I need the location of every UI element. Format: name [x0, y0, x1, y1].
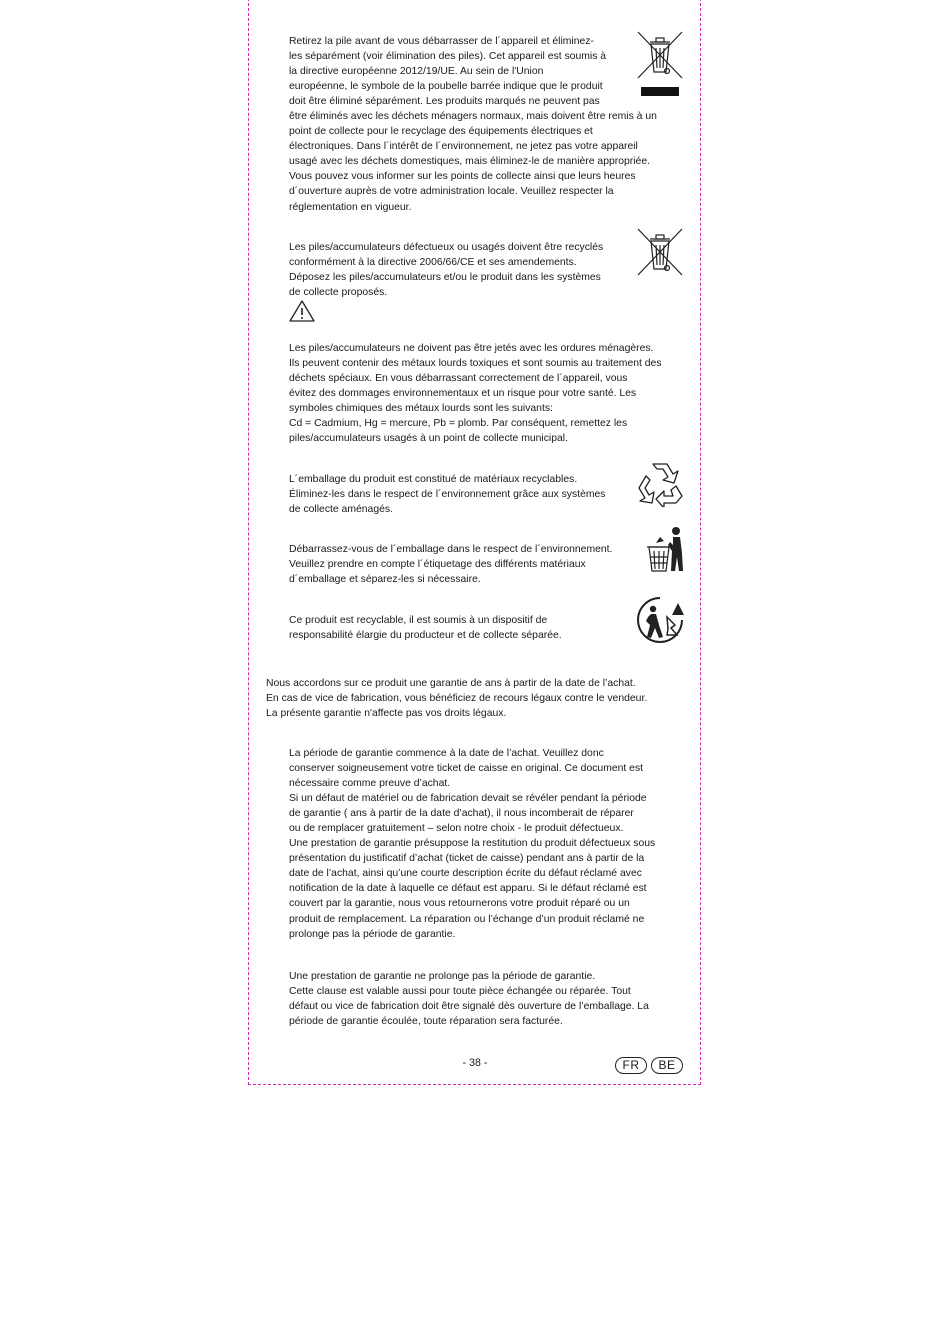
- warranty-intro-text: Nous accordons sur ce produit une garantie de ans à partir de la date de l’achat. En cas de vice de fabrication, vous bénéficiez de recours légaux contre le vendeur. La présente garantie n'affecte pas vos droits légaux.: [266, 678, 648, 720]
- warranty-period-text: La période de garantie commence à la date de l’achat. Veuillez donc conserver soigneusement votre ticket de caisse en original. Ce document est nécessaire comme preuve d’achat. Si un défaut de matériel ou de fabrication devait se révéler pendant la période de garantie ( ans à partir de la date d’achat), il nous incomberait de réparer ou de remplacer gratuitement – selon notre choix - le produit défectueux. Une prestation de garantie présuppose la restitution du produit défectueux sous présentation du justificatif d’achat (ticket de caisse) pendant ans à partir de la date de l’achat, ainsi qu’une courte description écrite du défaut réclamé avec notification de la date à laquelle ce défaut est apparu. Si le défaut réclamé est couvert par la garantie, nous vous retournerons votre produit réparé ou un produit de remplacement. La réparation ou l’échange d’un produit réclamé ne prolonge pas la période de garantie.: [289, 748, 656, 940]
- tidyman-icon: [644, 525, 686, 575]
- recycle-icon: [636, 459, 684, 507]
- language-badge-be: BE: [651, 1057, 683, 1074]
- packaging-recyclable-text: L´emballage du produit est constitué de matériaux recyclables. Éliminez-les dans le respect de l´environnement grâce aux systèmes de collecte aménagés.: [289, 474, 606, 516]
- product-recyclable-text: Ce produit est recyclable, il est soumis à un dispositif de responsabilité élargie du producteur et de collecte séparée.: [289, 615, 562, 642]
- warning-icon: [288, 299, 316, 323]
- language-badge-fr: FR: [615, 1057, 647, 1074]
- device-disposal-text: Retirez la pile avant de vous débarrasser de l´appareil et éliminez- les séparément (voir élimination des piles). Cet appareil est soumis à la directive européenne 2012/19/UE. Au sein de l'Union européenne, le symbole de la poubelle barrée indique que le produit doit être éliminé séparément. Les produits marqués ne peuvent pas être éliminés avec les déchets ménagers normaux, mais doivent être remis à un point de collecte pour le recyclage des équipements électriques et électroniques. Dans l´intérêt de l´environnement, ne jetez pas votre appareil usagé avec les déchets domestiques, mais éliminez-le de manière appropriée. Vous pouvez vous informer sur les points de collecte ainsi que leurs heures d´ouverture auprès de votre administration locale. Veuillez respecter la réglementation en vigueur.: [289, 36, 657, 213]
- battery-warning-text: Les piles/accumulateurs ne doivent pas être jetés avec les ordures ménagères. Ils peuvent contenir des métaux lourds toxiques et sont soumis au traitement des déchets spéciaux. En vous débarrassant correctement de l´appareil, vous évitez des dommages environnementaux et un risque pour votre santé. Les symboles chimiques des métaux lourds sont les suivants: Cd = Cadmium, Hg = mercure, Pb = plomb. Par conséquent, remettez les piles/accumulateurs usagés à un point de collecte municipal.: [289, 343, 662, 445]
- packaging-disposal-text: Débarrassez-vous de l´emballage dans le respect de l´environnement. Veuillez prendre en compte l´étiquetage des différents matériaux d´emballage et séparez-les si nécessaire.: [289, 544, 613, 586]
- battery-recycling-text: Les piles/accumulateurs défectueux ou usagés doivent être recyclés conformément à la directive 2006/66/CE et ses amendements. Déposez les piles/accumulateurs et/ou le produit dans les systèmes de collecte proposés.: [289, 242, 604, 299]
- warranty-extension-text: Une prestation de garantie ne prolonge pas la période de garantie. Cette clause est valable aussi pour toute pièce échangée ou réparée. Tout défaut ou vice de fabrication doit être signalé dès ouverture de l’emballage. La période de garantie écoulée, toute réparation sera facturée.: [289, 971, 649, 1028]
- page-number: - 38 -: [462, 1057, 488, 1069]
- crossed-out-bin-bar-icon: [636, 30, 684, 100]
- triman-icon: [635, 595, 685, 645]
- crossed-out-bin-icon: [636, 227, 684, 277]
